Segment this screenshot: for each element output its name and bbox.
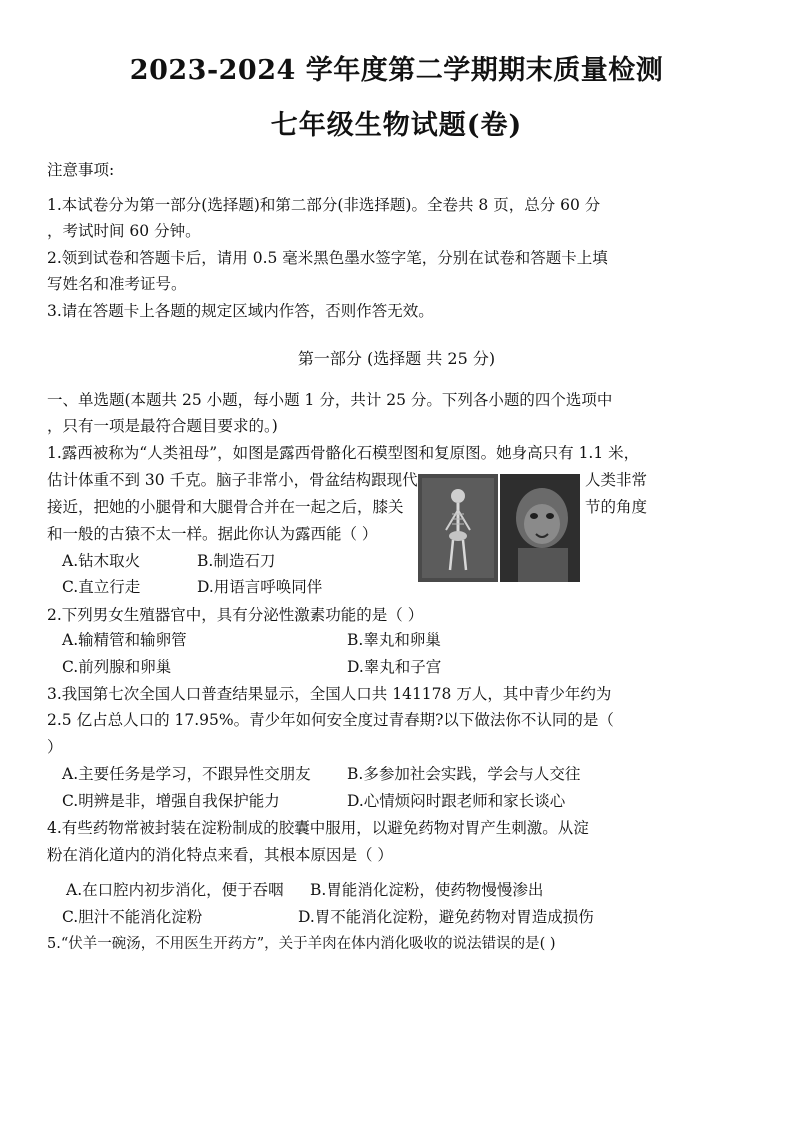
exam-subtitle: 七年级生物试题(卷) <box>270 110 523 141</box>
lucy-skeleton-fossil-image <box>418 474 498 582</box>
q3-option-c: C.明辨是非，增强自我保护能力 <box>62 792 280 810</box>
q4-option-a: A.在口腔内初步消化，便于吞咽 <box>66 881 284 899</box>
q3-option-b: B.多参加社会实践，学会与人交往 <box>347 765 581 783</box>
note-1-line-2: ，考试时间 60 分钟。 <box>47 222 201 240</box>
q3-option-d: D.心情烦闷时跟老师和家长谈心 <box>347 792 566 810</box>
q1-option-b: B.制造石刀 <box>197 552 276 570</box>
exam-title: 2023-2024 学年度第二学期期末质量检测 <box>129 55 664 86</box>
q1-stem-line-3-left: 接近，把她的小腿骨和大腿骨合并在一起之后，膝关 <box>47 498 404 516</box>
q3-stem-line-2: 2.5 亿占总人口的 17.95%。青少年如何安全度过青春期?以下做法你不认同的是（ <box>47 711 614 729</box>
q2-option-c: C.前列腺和卵巢 <box>62 658 172 676</box>
q2-stem: 2.下列男女生殖器官中，具有分泌性激素功能的是（ ） <box>47 606 424 624</box>
notes-heading: 注意事项: <box>47 161 115 179</box>
q4-option-b: B.胃能消化淀粉，使药物慢慢渗出 <box>310 881 544 899</box>
note-2-line-2: 写姓名和准考证号。 <box>47 275 187 293</box>
q2-option-b: B.睾丸和卵巢 <box>347 631 441 649</box>
q4-option-c: C.胆汁不能消化淀粉 <box>62 908 203 926</box>
q3-stem-line-1: 3.我国第七次全国人口普查结果显示，全国人口共 141178 万人，其中青少年约为 <box>47 685 612 703</box>
q1-stem-line-4: 和一般的古猿不太一样。据此你认为露西能（ ） <box>47 525 378 543</box>
note-2-line-1: 2.领到试卷和答题卡后，请用 0.5 毫米黑色墨水签字笔，分别在试卷和答题卡上填 <box>47 249 608 267</box>
q1-stem-line-1: 1.露西被称为“人类祖母”，如图是露西骨骼化石模型图和复原图。她身高只有 1.1 米， <box>47 444 640 462</box>
q4-stem-line-2: 粉在消化道内的消化特点来看，其根本原因是（ ） <box>47 846 393 864</box>
q3-option-a: A.主要任务是学习，不跟异性交朋友 <box>62 765 311 783</box>
q3-stem-line-3: ） <box>47 738 63 756</box>
q1-option-d: D.用语言呼唤同伴 <box>197 578 323 596</box>
single-choice-instructions-line-2: ，只有一项是最符合题目要求的。) <box>47 417 278 435</box>
lucy-reconstruction-image <box>500 474 580 582</box>
q5-stem: 5.“伏羊一碗汤，不用医生开药方”，关于羊肉在体内消化吸收的说法错误的是( ) <box>47 936 556 952</box>
q4-option-d: D.胃不能消化淀粉，避免药物对胃造成损伤 <box>298 908 594 926</box>
q1-stem-line-2-right: 人类非常 <box>585 471 648 489</box>
q1-stem-line-3-right: 节的角度 <box>585 498 648 516</box>
q1-option-a: A.钻木取火 <box>62 552 141 570</box>
q1-option-c: C.直立行走 <box>62 578 141 596</box>
note-3: 3.请在答题卡上各题的规定区域内作答，否则作答无效。 <box>47 302 434 320</box>
q2-option-d: D.睾丸和子宫 <box>347 658 442 676</box>
single-choice-instructions-line-1: 一、单选题(本题共 25 小题，每小题 1 分，共计 25 分。下列各小题的四个选项中 <box>47 391 613 409</box>
part-1-heading: 第一部分 (选择题 共 25 分) <box>297 349 496 368</box>
q2-option-a: A.输精管和输卵管 <box>62 631 187 649</box>
note-1-line-1: 1.本试卷分为第一部分(选择题)和第二部分(非选择题)。全卷共 8 页，总分 60 分 <box>47 196 601 214</box>
q4-stem-line-1: 4.有些药物常被封装在淀粉制成的胶囊中服用，以避免药物对胃产生刺激。从淀 <box>47 819 589 837</box>
q1-stem-line-2-left: 估计体重不到 30 千克。脑子非常小，骨盆结构跟现代 <box>47 471 418 489</box>
